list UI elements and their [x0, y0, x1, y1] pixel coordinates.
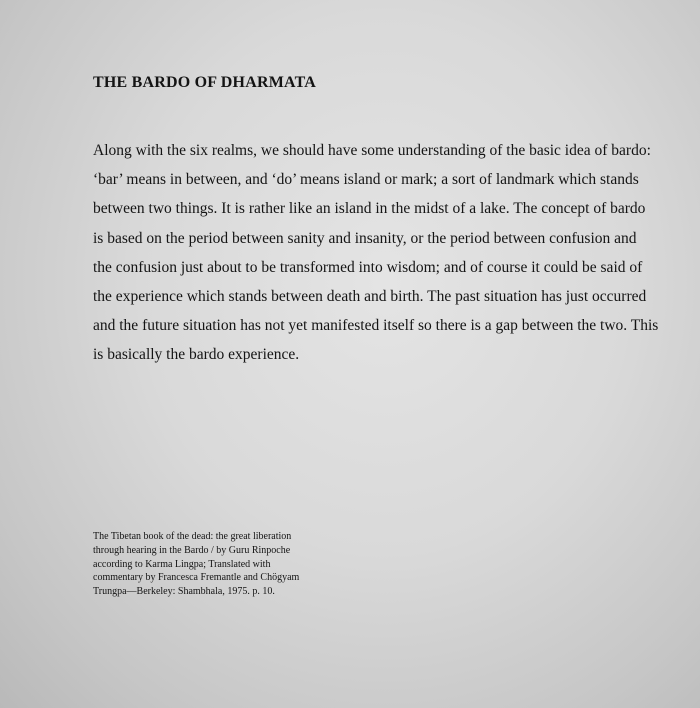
paragraph-line: is based on the period between sanity and insanity, or the period between confusion and [93, 229, 637, 247]
paragraph-line: the experience which stands between death and birth. The past situation has just occurred [93, 288, 647, 306]
paragraph-line: Along with the six realms, we should have some understanding of the basic idea of bardo: [93, 142, 651, 159]
citation-line: The Tibetan book of the dead: the great liberation [93, 531, 292, 542]
body-paragraph [93, 136, 659, 370]
citation-line: according to Karma Lingpa; Translated with [93, 558, 271, 570]
paragraph-line: between two things. It is rather like an island in the midst of a lake. The concept of bardo [93, 200, 646, 218]
paragraph-line: is basically the bardo experience. [93, 346, 300, 364]
paragraph-line: and the future situation has not yet manifested itself so there is a gap between the two. This [93, 317, 659, 335]
paragraph-line: ‘bar’ means in between, and ‘do’ means island or mark; a sort of landmark which stands [93, 171, 639, 189]
citation-line: commentary by Francesca Fremantle and Chögyam [93, 572, 300, 584]
citation-line: Trungpa—Berkeley: Shambhala, 1975. p. 10. [93, 586, 275, 598]
citation-line: through hearing in the Bardo / by Guru Rinpoche [93, 544, 291, 556]
section-heading: THE BARDO OF DHARMATA [93, 74, 317, 91]
paragraph-line: the confusion just about to be transformed into wisdom; and of course it could be said of [93, 258, 643, 276]
citation-block [93, 530, 353, 599]
